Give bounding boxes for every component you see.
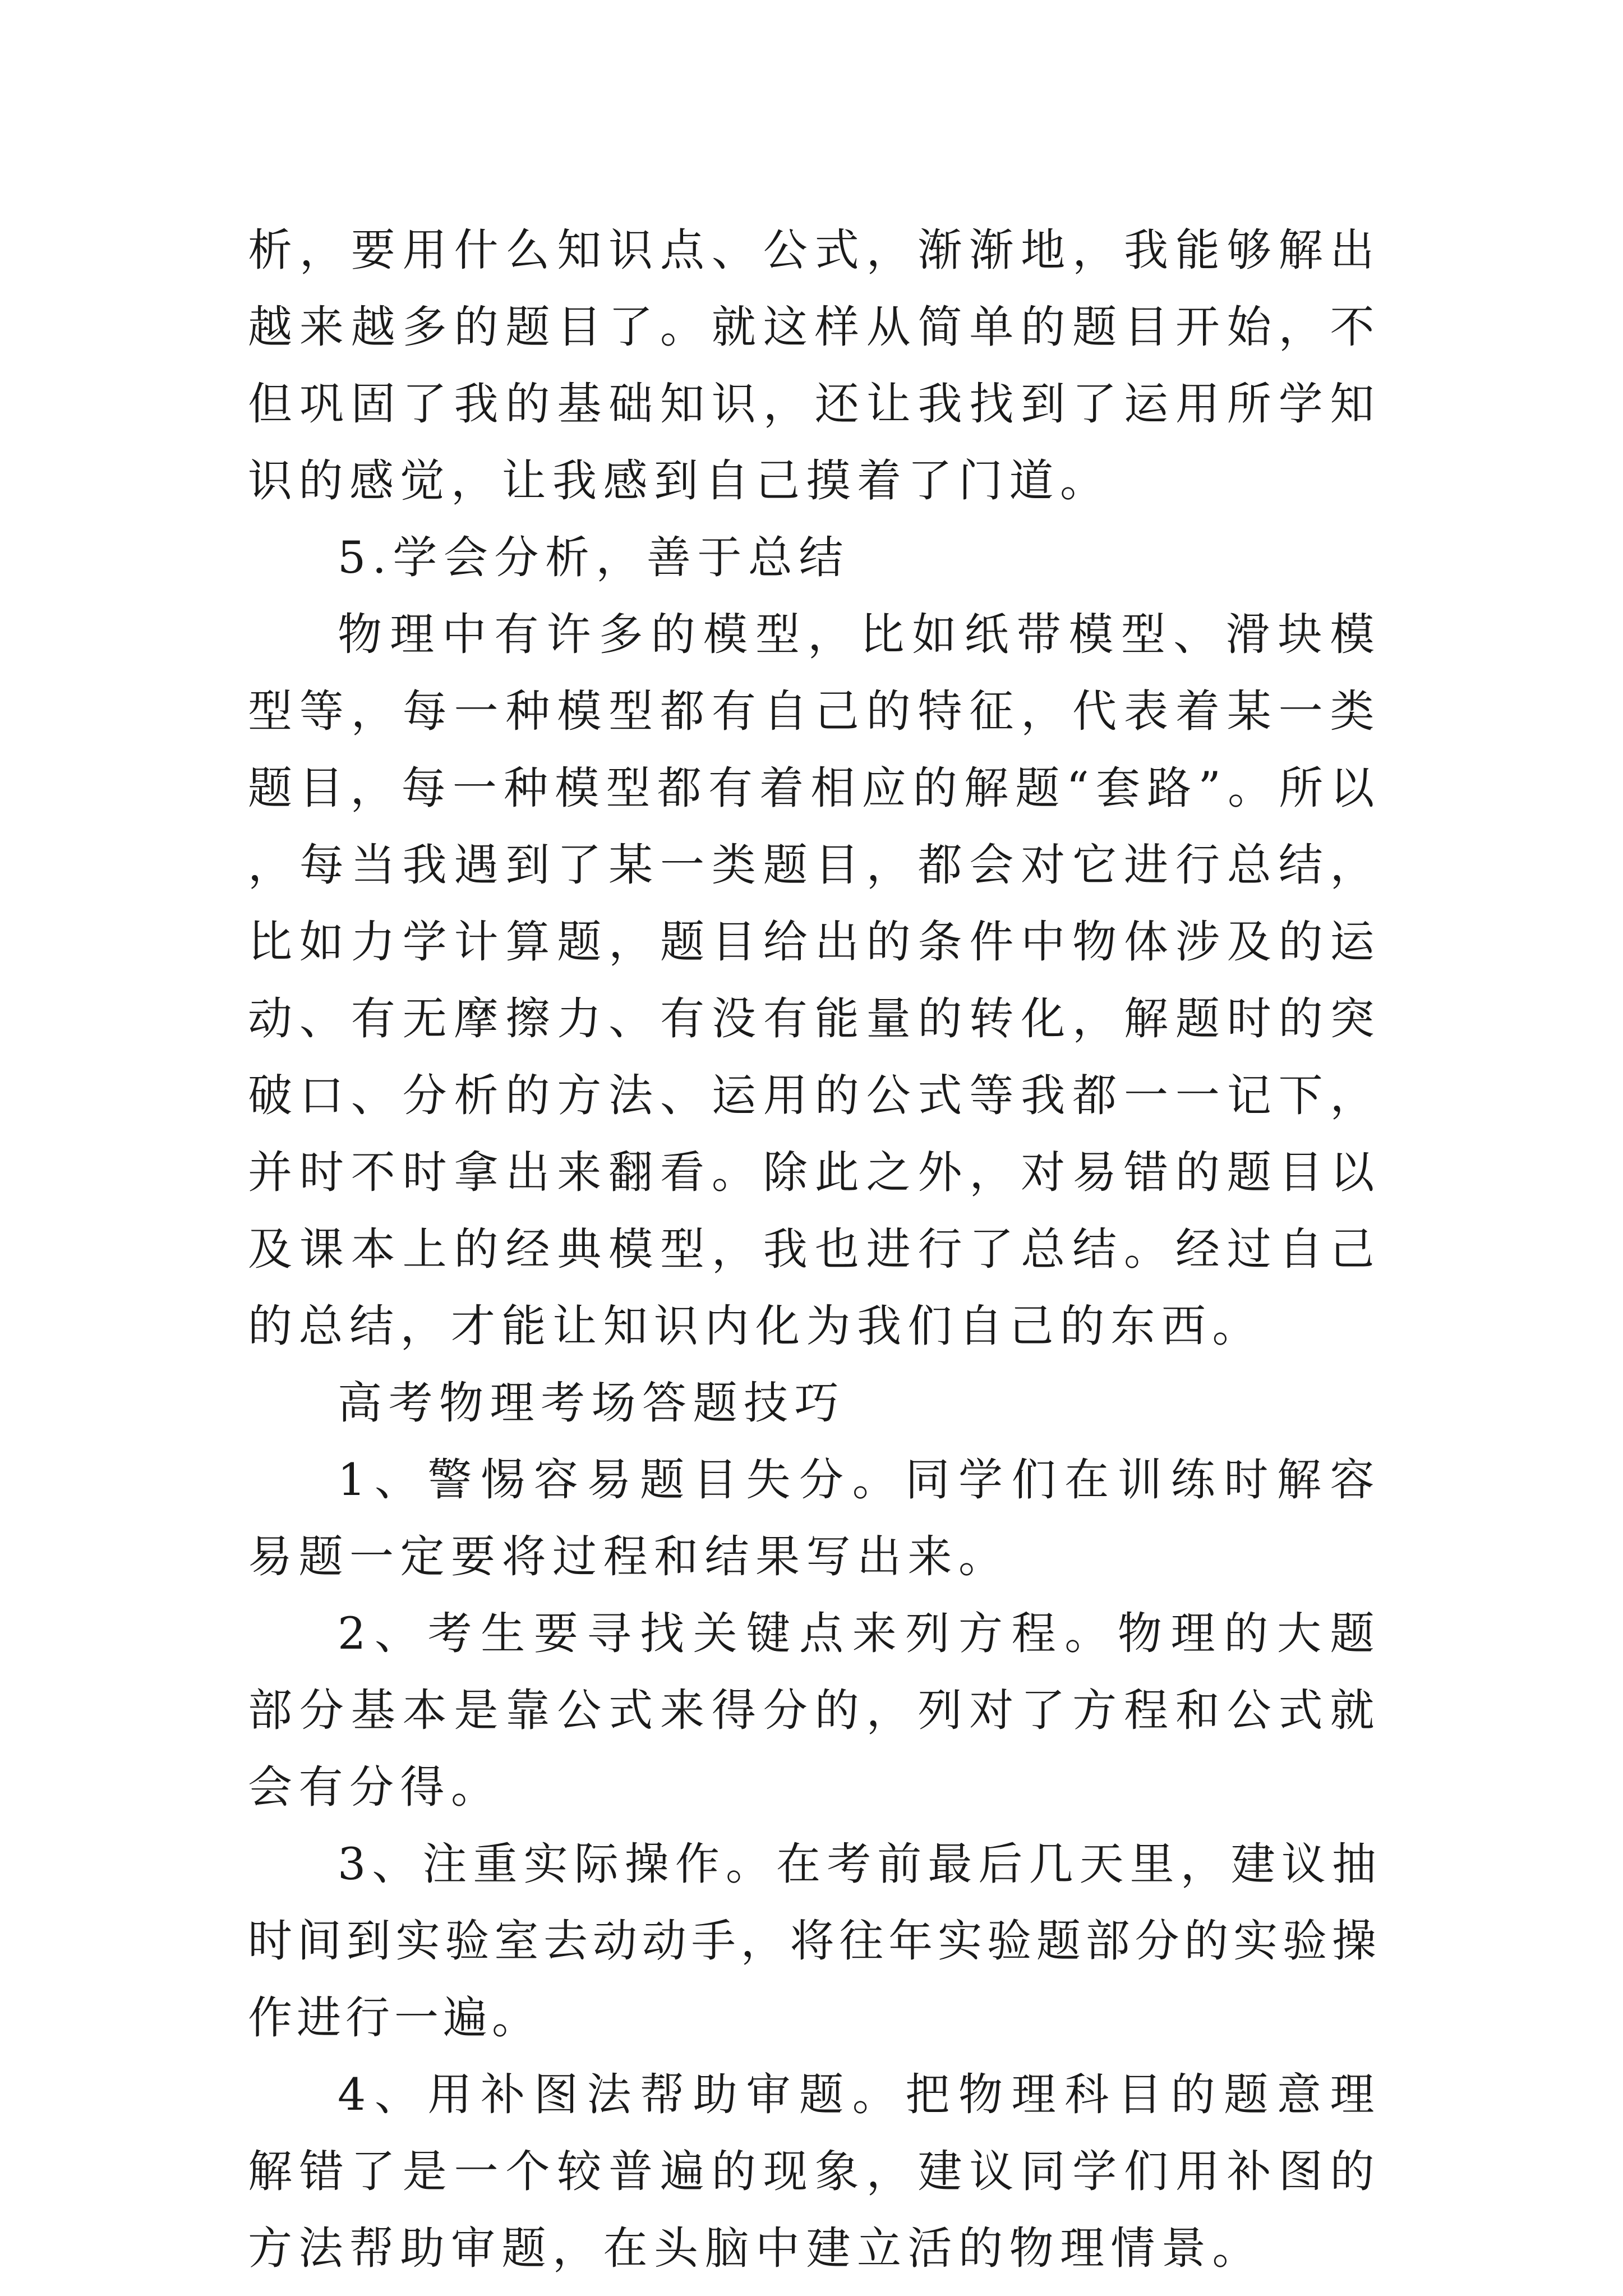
tip-item-2: 2、考生要寻找关键点来列方程。物理的大题部分基本是靠公式来得分的，列对了方程和公式就会有分得。 xyxy=(248,1608,1381,1813)
tip-item-4: 4、用补图法帮助审题。把物理科目的题意理解错了是一个较普遍的现象，建议同学们用补图的方法帮助审题，在头脑中建立活的物理情景。 xyxy=(248,2069,1381,2274)
section-heading-5: 5.学会分析，善于总结 xyxy=(338,532,850,583)
tip-item-3: 3、注重实际操作。在考前最后几天里，建议抽时间到实验室去动动手，将往年实验题部分的实验操作进行一遍。 xyxy=(248,1838,1381,2044)
paragraph-continuation: 析，要用什么知识点、公式，渐渐地，我能够解出越来越多的题目了。就这样从简单的题目开始，不但巩固了我的基础知识，还让我找到了运用所学知识的感觉，让我感到自己摸着了门道。 xyxy=(248,224,1381,507)
section-heading-exam-tips: 高考物理考场答题技巧 xyxy=(338,1377,845,1429)
paragraph-model-summary: 物理中有许多的模型，比如纸带模型、滑块模型等，每一种模型都有自己的特征，代表着某一类题目，每一种模型都有着相应的解题“套路”。所以，每当我遇到了某一类题目，都会对它进行总结，比如力学计算题，题目给出的条件中物体涉及的运动、有无摩擦力、有没有能量的转化，解题时的突破口、分析的方法、运用的公式等我都一一记下，并时不时拿出来翻看。除此之外，对易错的题目以及课本上的经典模型，我也进行了总结。经过自己的总结，才能让知识内化为我们自己的东西。 xyxy=(248,609,1381,1352)
tip-item-1: 1、警惕容易题目失分。同学们在训练时解容易题一定要将过程和结果写出来。 xyxy=(248,1454,1381,1582)
document-body xyxy=(248,212,1381,2287)
